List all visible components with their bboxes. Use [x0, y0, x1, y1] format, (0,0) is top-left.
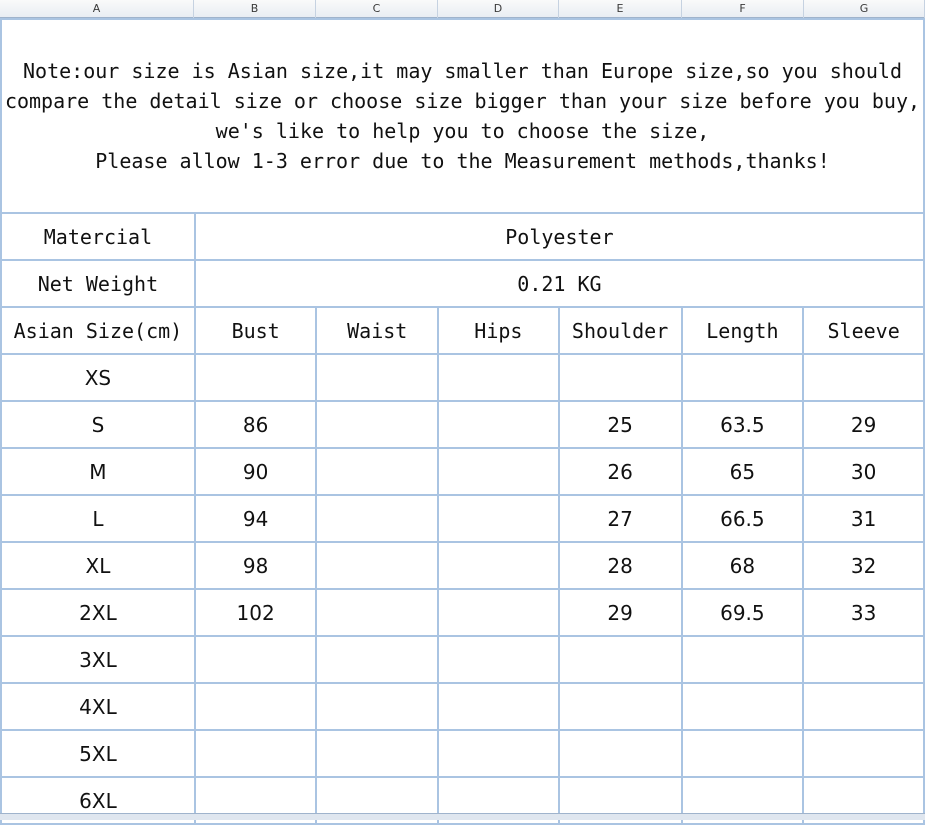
measurement-cell[interactable]: 90 — [195, 448, 317, 495]
size-row — [1, 683, 924, 730]
size-label-cell[interactable]: S — [1, 401, 195, 448]
column-header-b[interactable]: B — [194, 0, 316, 18]
header-cell-sleeve[interactable]: Sleeve — [803, 307, 924, 354]
size-label-cell[interactable]: XS — [1, 354, 195, 401]
header-cell-length[interactable]: Length — [682, 307, 804, 354]
measurement-cell[interactable] — [316, 448, 438, 495]
measurement-cell[interactable] — [559, 636, 682, 683]
column-header-d[interactable]: D — [438, 0, 559, 18]
measurement-cell[interactable] — [803, 730, 924, 777]
measurement-cell[interactable] — [682, 730, 804, 777]
note-line: Note:our size is Asian size,it may smaller than Europe size,so you should — [23, 59, 902, 83]
measurement-cell[interactable]: 33 — [803, 589, 924, 636]
measurement-cell[interactable] — [559, 730, 682, 777]
measurement-cell[interactable]: 94 — [195, 495, 317, 542]
measurement-cell[interactable] — [316, 589, 438, 636]
measurement-cell[interactable] — [438, 401, 559, 448]
note-line: Please allow 1-3 error due to the Measurement methods,thanks! — [95, 149, 830, 173]
material-row — [1, 213, 924, 260]
measurement-cell[interactable] — [803, 354, 924, 401]
column-header-g[interactable]: G — [804, 0, 925, 18]
size-row — [1, 401, 924, 448]
size-header-row — [1, 307, 924, 354]
net-weight-value-cell[interactable]: 0.21 KG — [195, 260, 924, 307]
measurement-cell[interactable] — [438, 589, 559, 636]
measurement-cell[interactable] — [316, 495, 438, 542]
net-weight-row — [1, 260, 924, 307]
measurement-cell[interactable] — [316, 354, 438, 401]
measurement-cell[interactable] — [438, 730, 559, 777]
size-chart-sheet — [0, 18, 925, 825]
measurement-cell[interactable] — [438, 683, 559, 730]
measurement-cell[interactable] — [438, 495, 559, 542]
measurement-cell[interactable] — [316, 730, 438, 777]
measurement-cell[interactable]: 69.5 — [682, 589, 804, 636]
measurement-cell[interactable] — [316, 401, 438, 448]
header-cell-bust[interactable]: Bust — [195, 307, 317, 354]
size-label-cell[interactable]: 4XL — [1, 683, 195, 730]
net-weight-label-cell[interactable]: Net Weight — [1, 260, 195, 307]
measurement-cell[interactable] — [682, 636, 804, 683]
measurement-cell[interactable]: 32 — [803, 542, 924, 589]
size-label-cell[interactable]: 5XL — [1, 730, 195, 777]
note-row — [1, 19, 924, 213]
column-header-bar — [0, 0, 925, 18]
measurement-cell[interactable] — [559, 683, 682, 730]
note-cell[interactable] — [1, 19, 924, 213]
measurement-cell[interactable] — [195, 683, 317, 730]
measurement-cell[interactable]: 29 — [803, 401, 924, 448]
measurement-cell[interactable]: 28 — [559, 542, 682, 589]
material-label-cell[interactable]: Matercial — [1, 213, 195, 260]
size-row — [1, 495, 924, 542]
measurement-cell[interactable]: 27 — [559, 495, 682, 542]
size-label-cell[interactable]: XL — [1, 542, 195, 589]
size-row — [1, 636, 924, 683]
measurement-cell[interactable] — [438, 636, 559, 683]
measurement-cell[interactable]: 102 — [195, 589, 317, 636]
measurement-cell[interactable]: 25 — [559, 401, 682, 448]
measurement-cell[interactable] — [316, 542, 438, 589]
size-row — [1, 589, 924, 636]
size-label-cell[interactable]: 3XL — [1, 636, 195, 683]
measurement-cell[interactable] — [682, 354, 804, 401]
measurement-cell[interactable] — [438, 542, 559, 589]
measurement-cell[interactable] — [195, 354, 317, 401]
measurement-cell[interactable] — [438, 354, 559, 401]
measurement-cell[interactable] — [438, 448, 559, 495]
measurement-cell[interactable] — [559, 354, 682, 401]
measurement-cell[interactable] — [316, 683, 438, 730]
size-label-cell[interactable]: 2XL — [1, 589, 195, 636]
measurement-cell[interactable] — [195, 730, 317, 777]
measurement-cell[interactable] — [803, 683, 924, 730]
measurement-cell[interactable] — [682, 683, 804, 730]
size-row — [1, 542, 924, 589]
header-cell-asian-size-cm[interactable]: Asian Size(cm) — [1, 307, 195, 354]
measurement-cell[interactable]: 26 — [559, 448, 682, 495]
header-cell-waist[interactable]: Waist — [316, 307, 438, 354]
size-row — [1, 354, 924, 401]
measurement-cell[interactable]: 29 — [559, 589, 682, 636]
measurement-cell[interactable]: 65 — [682, 448, 804, 495]
measurement-cell[interactable]: 31 — [803, 495, 924, 542]
column-header-e[interactable]: E — [559, 0, 682, 18]
size-label-cell[interactable]: L — [1, 495, 195, 542]
size-label-cell[interactable]: M — [1, 448, 195, 495]
column-header-c[interactable]: C — [316, 0, 438, 18]
measurement-cell[interactable]: 63.5 — [682, 401, 804, 448]
note-line: we's like to help you to choose the size, — [215, 119, 710, 143]
column-header-a[interactable]: A — [0, 0, 194, 18]
measurement-cell[interactable] — [316, 636, 438, 683]
measurement-cell[interactable]: 68 — [682, 542, 804, 589]
size-row — [1, 730, 924, 777]
measurement-cell[interactable] — [195, 636, 317, 683]
measurement-cell[interactable] — [803, 636, 924, 683]
header-cell-shoulder[interactable]: Shoulder — [559, 307, 682, 354]
column-header-f[interactable]: F — [682, 0, 804, 18]
measurement-cell[interactable]: 66.5 — [682, 495, 804, 542]
measurement-cell[interactable]: 98 — [195, 542, 317, 589]
header-cell-hips[interactable]: Hips — [438, 307, 559, 354]
note-line: compare the detail size or choose size bigger than your size before you buy, — [4, 89, 921, 113]
measurement-cell[interactable]: 86 — [195, 401, 317, 448]
size-row — [1, 448, 924, 495]
size-label-cell[interactable]: 6XL — [1, 777, 195, 824]
material-value-cell[interactable]: Polyester — [195, 213, 924, 260]
measurement-cell[interactable]: 30 — [803, 448, 924, 495]
